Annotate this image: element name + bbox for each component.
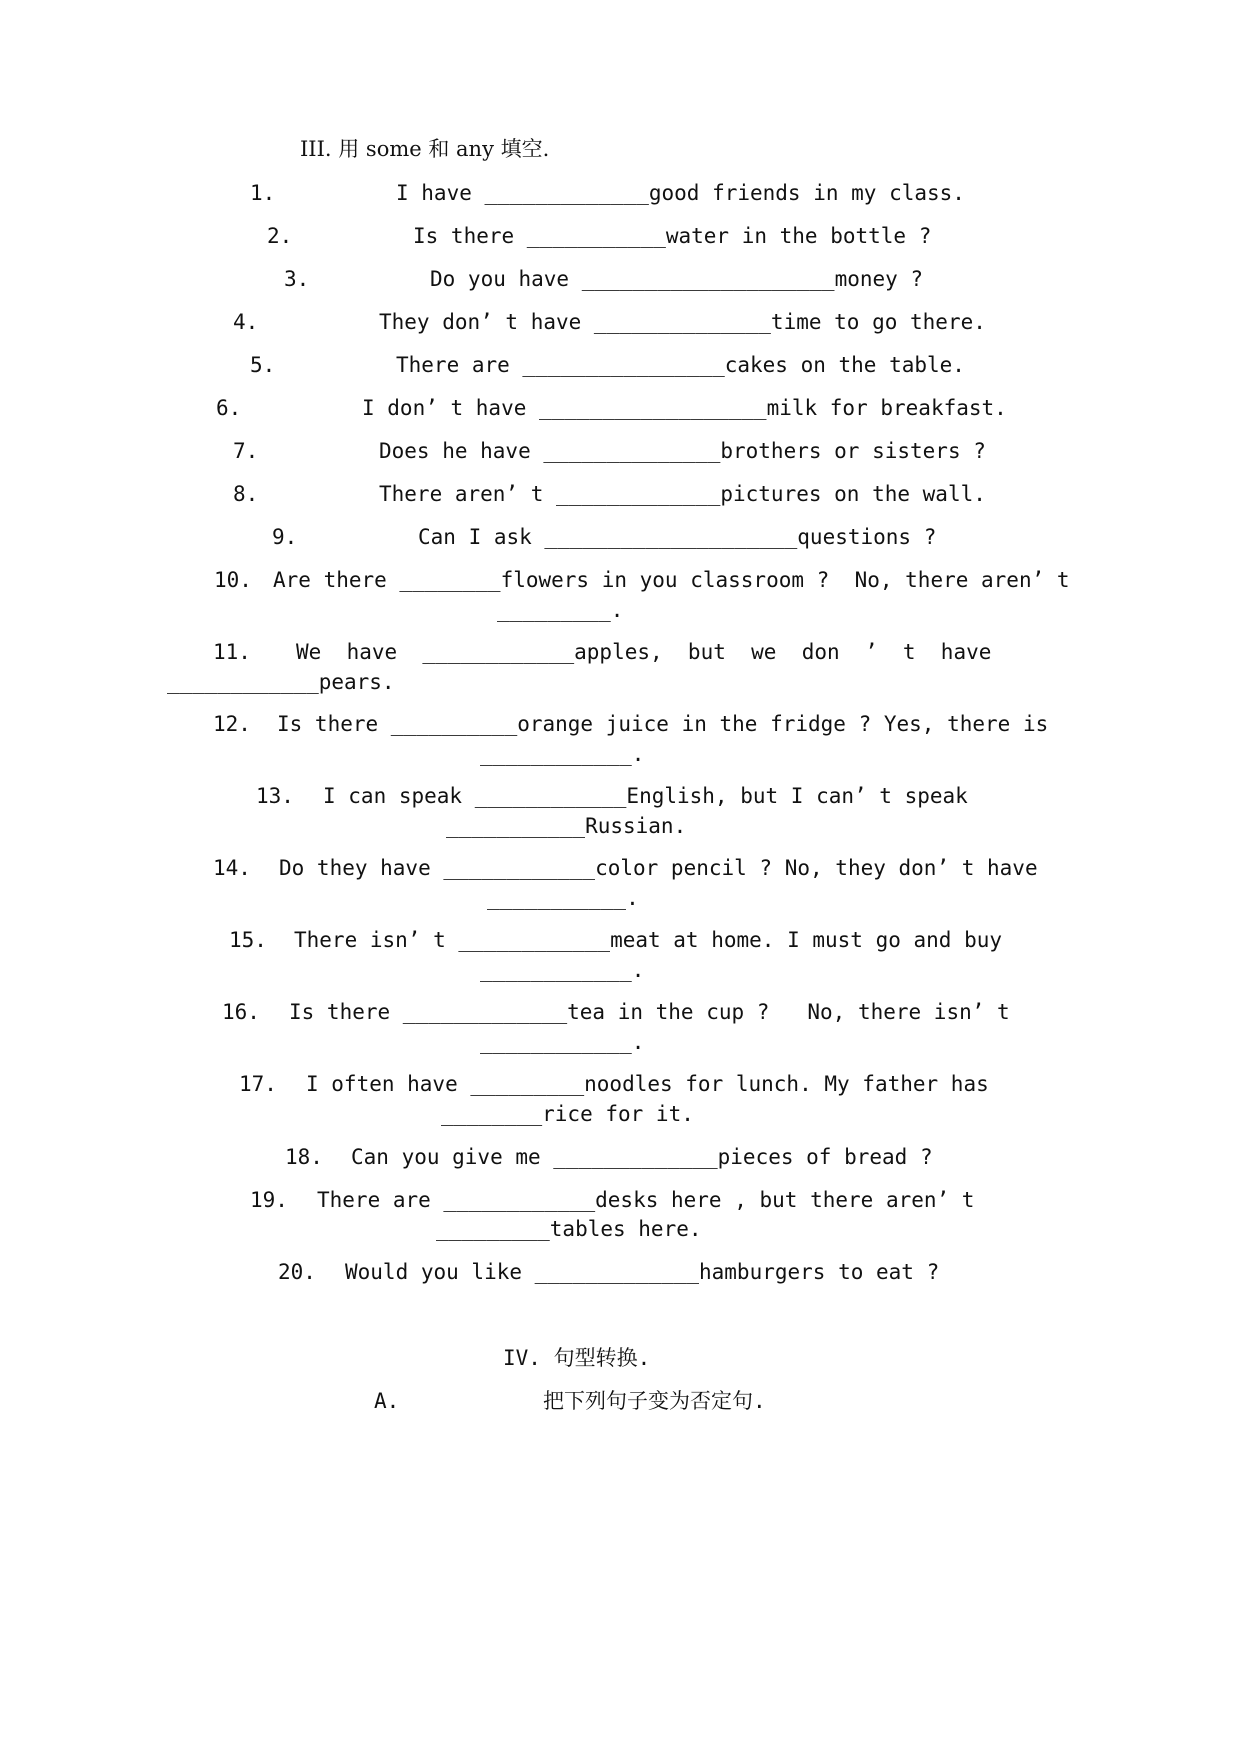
item-14-text: Do they have ____________color pencil ? No, they don’ t have bbox=[279, 856, 1038, 880]
item-13-number: 13. bbox=[256, 784, 294, 808]
item-20-number: 20. bbox=[278, 1260, 316, 1284]
item-6-text: I don’ t have __________________milk for breakfast. bbox=[362, 396, 1007, 420]
item-2-text: Is there ___________water in the bottle ? bbox=[413, 224, 932, 248]
item-8-number: 8. bbox=[233, 482, 259, 506]
item-8-text: There aren’ t _____________pictures on the wall. bbox=[379, 482, 986, 506]
item-12-text: Is there __________orange juice in the fridge ? Yes, there is bbox=[277, 712, 1049, 736]
item-3-text: Do you have ____________________money ? bbox=[430, 267, 924, 291]
item-15-number: 15. bbox=[229, 928, 267, 952]
item-5-number: 5. bbox=[250, 353, 276, 377]
item-11-number: 11. bbox=[213, 640, 251, 664]
item-19-text: There are ____________desks here , but there aren’ t bbox=[317, 1188, 975, 1212]
item-1-number: 1. bbox=[250, 181, 276, 205]
item-2-number: 2. bbox=[267, 224, 293, 248]
item-18-text: Can you give me _____________pieces of bread ? bbox=[351, 1145, 933, 1169]
item-17-number: 17. bbox=[239, 1072, 277, 1096]
item-16-number: 16. bbox=[222, 1000, 260, 1024]
section-4-heading: IV. 句型转换. bbox=[503, 1346, 651, 1370]
item-10-number: 10. bbox=[214, 568, 252, 592]
item-11-text: We have ____________apples, but we don ’ t have bbox=[296, 640, 992, 664]
section-4a-instruction: 把下列句子变为否定句. bbox=[543, 1389, 766, 1413]
item-17-continuation: ________rice for it. bbox=[441, 1102, 694, 1126]
section-3-heading: III. 用 some 和 any 填空. bbox=[300, 137, 550, 161]
item-18-number: 18. bbox=[285, 1145, 323, 1169]
item-19-continuation: _________tables here. bbox=[436, 1217, 702, 1241]
item-13-continuation: ___________Russian. bbox=[446, 814, 687, 838]
item-16-text: Is there _____________tea in the cup ? No, there isn’ t bbox=[289, 1000, 1010, 1024]
item-12-continuation: ____________. bbox=[480, 742, 645, 766]
item-15-text: There isn’ t ____________meat at home. I must go and buy bbox=[294, 928, 1003, 952]
item-3-number: 3. bbox=[284, 267, 310, 291]
item-17-text: I often have _________noodles for lunch. My father has bbox=[306, 1072, 989, 1096]
item-7-number: 7. bbox=[233, 439, 259, 463]
item-9-number: 9. bbox=[272, 525, 298, 549]
item-12-number: 12. bbox=[213, 712, 251, 736]
item-10-continuation: _________. bbox=[497, 598, 624, 622]
item-15-continuation: ____________. bbox=[480, 958, 645, 982]
item-11-continuation: ____________pears. bbox=[167, 670, 395, 694]
item-14-number: 14. bbox=[213, 856, 251, 880]
item-9-text: Can I ask ____________________questions ? bbox=[418, 525, 937, 549]
item-16-continuation: ____________. bbox=[480, 1030, 645, 1054]
item-10-text: Are there ________flowers in you classroom ? No, there aren’ t bbox=[273, 568, 1070, 592]
item-13-text: I can speak ____________English, but I can’ t speak bbox=[323, 784, 968, 808]
section-4a-label: A. bbox=[374, 1389, 400, 1413]
item-7-text: Does he have ______________brothers or sisters ? bbox=[379, 439, 986, 463]
item-14-continuation: ___________. bbox=[487, 886, 639, 910]
item-4-text: They don’ t have ______________time to go there. bbox=[379, 310, 986, 334]
item-4-number: 4. bbox=[233, 310, 259, 334]
item-5-text: There are ________________cakes on the table. bbox=[396, 353, 965, 377]
item-6-number: 6. bbox=[216, 396, 242, 420]
item-1-text: I have _____________good friends in my class. bbox=[396, 181, 965, 205]
item-20-text: Would you like _____________hamburgers to eat ? bbox=[345, 1260, 940, 1284]
item-19-number: 19. bbox=[250, 1188, 288, 1212]
